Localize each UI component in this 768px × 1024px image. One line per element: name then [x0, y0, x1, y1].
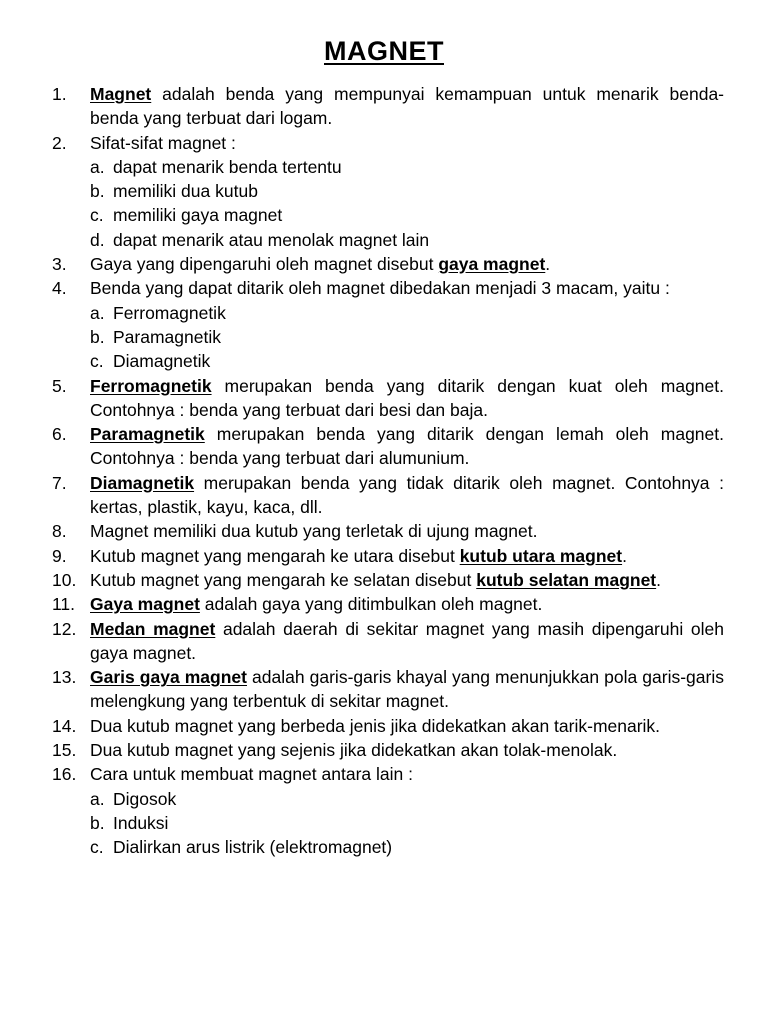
list-item-body: [90, 544, 724, 568]
list-item-text: [90, 519, 724, 543]
sub-list-text: memiliki dua kutub: [113, 181, 258, 202]
sub-list-text: dapat menarik benda tertentu: [113, 156, 342, 177]
text-segment: merupakan benda yang ditarik dengan kuat oleh magnet. Contohnya : benda yang terbuat dari besi dan baja.: [90, 375, 724, 420]
list-item-body: [90, 131, 724, 252]
list-item-text: [90, 422, 724, 471]
sub-list-item: [90, 325, 724, 349]
sub-list-item: [90, 811, 724, 835]
list-item: [52, 276, 724, 373]
sub-list-letter: a.: [90, 302, 105, 323]
list-item-number: 8.: [52, 521, 67, 542]
list-item-body: [90, 762, 724, 859]
text-segment: Sifat-sifat magnet :: [90, 132, 236, 153]
text-segment: Gaya yang dipengaruhi oleh magnet disebut: [90, 254, 439, 275]
sub-list-letter: c.: [90, 837, 104, 858]
list-item: [52, 544, 724, 568]
list-item-body: [90, 665, 724, 714]
key-term: Ferromagnetik: [90, 375, 212, 396]
list-item-body: [90, 374, 724, 423]
list-item-body: [90, 568, 724, 592]
page-title: MAGNET: [324, 36, 444, 66]
list-item: [52, 592, 724, 616]
text-segment: .: [545, 254, 551, 275]
list-item: [52, 422, 724, 471]
text-segment: adalah gaya yang ditimbulkan oleh magnet.: [199, 594, 543, 615]
text-segment: Benda yang dapat ditarik oleh magnet dibedakan menjadi 3 macam, yaitu :: [90, 278, 670, 299]
key-term: gaya magnet: [438, 254, 546, 275]
sub-list-item: [90, 203, 724, 227]
list-item: [52, 131, 724, 252]
text-segment: adalah daerah di sekitar magnet yang masih dipengaruhi oleh gaya magnet.: [90, 618, 724, 663]
key-term: kutub selatan magnet: [476, 569, 657, 590]
list-item-number: 14.: [52, 715, 77, 736]
list-item: [52, 762, 724, 859]
key-term: Magnet: [90, 84, 152, 104]
list-item-number: 3.: [52, 254, 67, 275]
list-item-number: 11.: [52, 594, 76, 615]
list-item-body: [90, 592, 724, 616]
sub-list-letter: a.: [90, 156, 105, 177]
list-item: [52, 617, 724, 666]
text-segment: merupakan benda yang tidak ditarik oleh magnet. Contohnya : kertas, plastik, kayu, kaca, dll.: [90, 472, 724, 518]
list-item-text: [90, 568, 724, 592]
sub-list-text: memiliki gaya magnet: [113, 205, 283, 226]
text-segment: Cara untuk membuat magnet antara lain :: [90, 764, 413, 785]
list-item-text: [90, 82, 724, 131]
list-item-number: 16.: [52, 764, 77, 785]
text-segment: Dua kutub magnet yang sejenis jika didekatkan akan tolak-menolak.: [90, 740, 618, 761]
sub-list-text: dapat menarik atau menolak magnet lain: [113, 229, 430, 250]
list-item-text: [90, 592, 724, 616]
list-item-number: 7.: [52, 472, 67, 493]
list-item-number: 13.: [52, 667, 77, 688]
sub-list-text: Digosok: [113, 788, 177, 809]
sub-list-letter: b.: [90, 181, 105, 202]
list-item-text: [90, 665, 724, 714]
key-term: kutub utara magnet: [459, 545, 623, 566]
list-item-text: [90, 544, 724, 568]
list-item: [52, 471, 724, 520]
key-term: Garis gaya magnet: [90, 667, 247, 688]
text-segment: Dua kutub magnet yang berbeda jenis jika didekatkan akan tarik-menarik.: [90, 715, 661, 736]
list-item-number: 4.: [52, 278, 67, 299]
text-segment: Kutub magnet yang mengarah ke selatan disebut: [90, 569, 477, 590]
list-item: [52, 738, 724, 762]
text-segment: Kutub magnet yang mengarah ke utara disebut: [90, 545, 460, 566]
list-item: [52, 374, 724, 423]
list-item-text: [90, 252, 724, 276]
text-segment: Magnet memiliki dua kutub yang terletak di ujung magnet.: [90, 521, 538, 542]
sub-list-letter: b.: [90, 326, 105, 347]
list-item-body: [90, 82, 724, 131]
list-item-text: [90, 374, 724, 423]
list-item-text: [90, 276, 724, 300]
sub-list-letter: b.: [90, 812, 105, 833]
text-segment: adalah benda yang mempunyai kemampuan untuk menarik benda-benda yang terbuat dari logam.: [90, 84, 724, 129]
list-item-body: [90, 714, 724, 738]
text-segment: merupakan benda yang ditarik dengan lemah oleh magnet. Contohnya : benda yang terbuat dari alumunium.: [90, 424, 724, 469]
list-item-text: [90, 471, 724, 520]
list-item-text: [90, 762, 724, 786]
list-item: [52, 82, 724, 131]
list-item-body: [90, 252, 724, 276]
list-item-text: [90, 714, 724, 738]
sub-list-letter: c.: [90, 205, 104, 226]
list-item-number: 15.: [52, 740, 77, 761]
list-item-body: [90, 738, 724, 762]
sub-list-item: [90, 787, 724, 811]
sub-list-item: [90, 179, 724, 203]
key-term: Medan magnet: [90, 618, 216, 639]
sub-list-item: [90, 301, 724, 325]
sub-list-item: [90, 349, 724, 373]
sub-list-item: [90, 228, 724, 252]
list-item-number: 2.: [52, 132, 67, 153]
list-item-number: 6.: [52, 424, 67, 445]
sub-list-text: Diamagnetik: [113, 351, 211, 372]
list-item-number: 9.: [52, 545, 67, 566]
text-segment: .: [622, 545, 627, 566]
key-term: Paramagnetik: [90, 424, 205, 445]
list-item-body: [90, 422, 724, 471]
sub-list-text: Ferromagnetik: [113, 302, 226, 323]
sub-list-letter: a.: [90, 788, 105, 809]
text-segment: adalah garis-garis khayal yang menunjukkan pola garis-garis melengkung yang terbentuk di sekitar magnet.: [90, 667, 724, 712]
list-item: [52, 252, 724, 276]
list-item-number: 5.: [52, 375, 67, 396]
list-item: [52, 665, 724, 714]
numbered-list: [52, 82, 724, 860]
list-item-body: [90, 519, 724, 543]
list-item-number: 10.: [52, 569, 77, 590]
list-item-text: [90, 738, 724, 762]
sub-list-text: Paramagnetik: [113, 326, 221, 347]
sub-list-text: Induksi: [113, 812, 169, 833]
list-item: [52, 568, 724, 592]
sub-list-letter: d.: [90, 229, 105, 250]
sub-list-item: [90, 835, 724, 859]
list-item: [52, 519, 724, 543]
list-item-body: [90, 617, 724, 666]
list-item-text: [90, 131, 724, 155]
key-term: Diamagnetik: [90, 472, 195, 493]
key-term: Gaya magnet: [90, 594, 200, 615]
sub-list-text: Dialirkan arus listrik (elektromagnet): [113, 837, 393, 858]
list-item: [52, 714, 724, 738]
list-item-number: 1.: [52, 84, 67, 104]
text-segment: .: [656, 569, 662, 590]
list-item-number: 12.: [52, 618, 77, 639]
sub-list-item: [90, 155, 724, 179]
list-item-body: [90, 276, 724, 373]
list-item-body: [90, 471, 724, 520]
sub-list-letter: c.: [90, 351, 104, 372]
list-item-text: [90, 617, 724, 666]
